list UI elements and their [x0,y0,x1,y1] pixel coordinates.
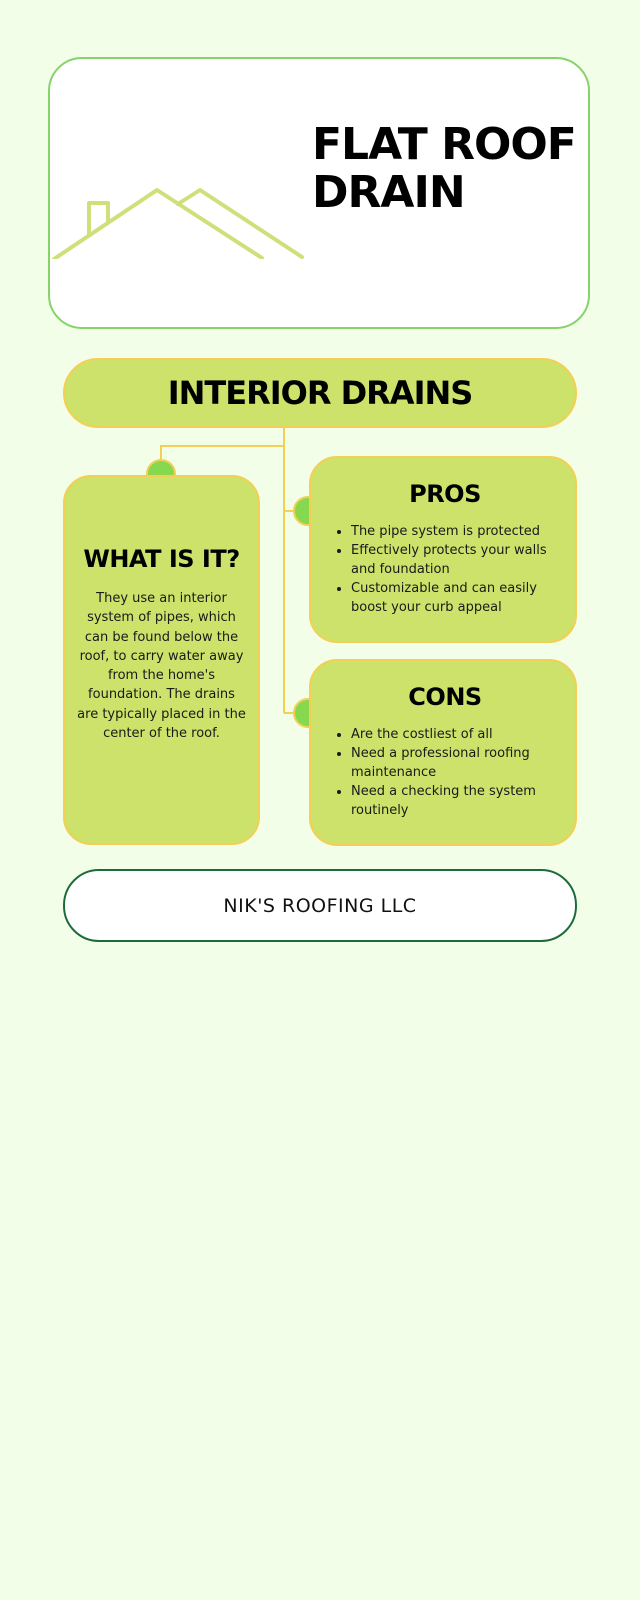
cons-item: • Are the costliest of all [351,725,557,744]
pros-item: • The pipe system is protected [351,522,557,541]
header-card [48,57,590,329]
what-is-it-body: They use an interior system of pipes, which can be found below the roof, to carry water away from the home's foundation. The drains are typically placed in the center of the roof. [77,591,246,742]
pros-item: • Customizable and can easily boost your curb appeal [351,579,557,617]
pros-list [333,522,557,617]
what-is-it-title: WHAT IS IT? [83,545,240,573]
cons-card [309,659,577,846]
pros-card [309,456,577,643]
page-title: FLAT ROOF DRAIN [312,119,576,218]
banner-title: INTERIOR DRAINS [167,374,473,412]
footer-brand [63,869,577,942]
pros-item: • Effectively protects your walls and foundation [351,541,557,579]
cons-title: CONS [408,683,482,711]
interior-drains-banner [63,358,577,428]
cons-item: • Need a professional roofing maintenance [351,744,557,782]
connector-what-branch [161,446,284,475]
house-roof-icon [50,119,310,259]
cons-list [333,725,557,820]
what-is-it-card [63,475,260,845]
pros-title: PROS [409,480,481,508]
footer-label: NIK'S ROOFING LLC [223,894,417,917]
cons-item: • Need a checking the system routinely [351,782,557,820]
